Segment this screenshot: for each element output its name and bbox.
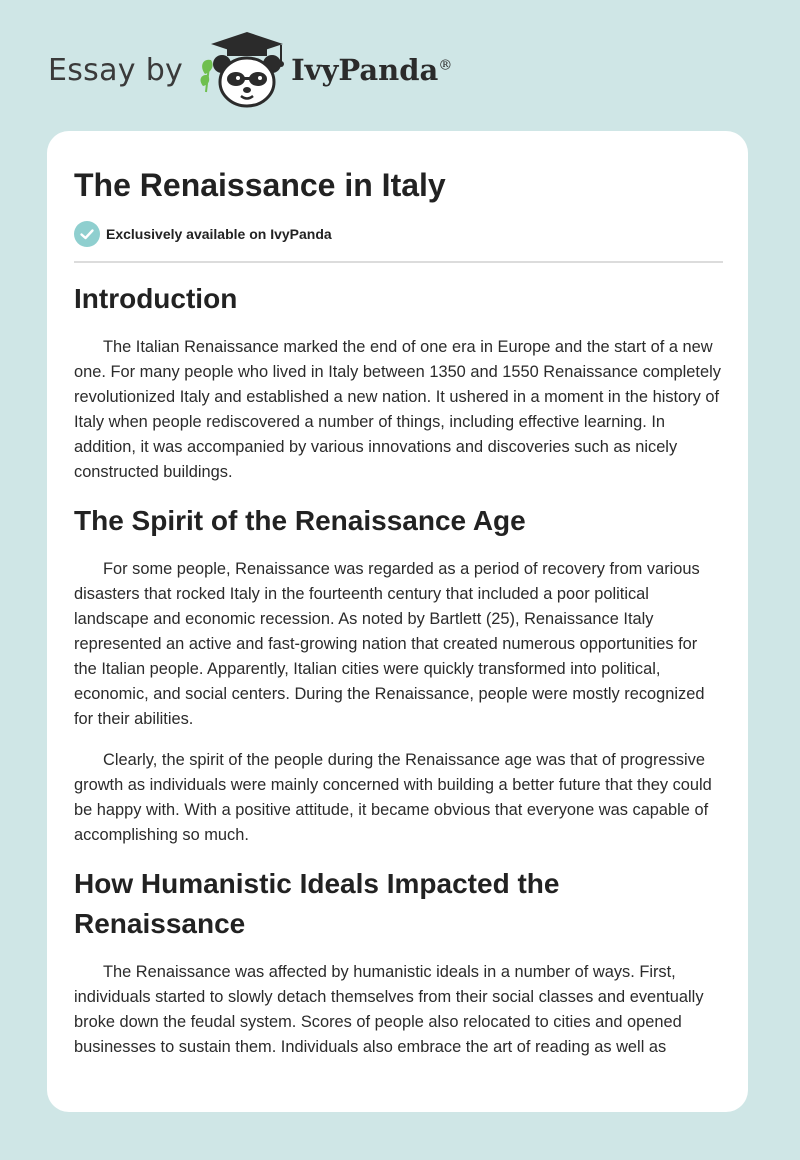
essay-card — [47, 131, 748, 1112]
essay-body — [74, 279, 724, 1076]
paragraph: Clearly, the spirit of the people during the Renaissance age was that of progressive growth as individuals were mainly concerned with building a better future that they could be happy with. With a positive attitude, it became obvious that everyone was capable of accomplishing so much. — [74, 751, 712, 844]
essay-by-label: Essay by — [48, 52, 184, 88]
paragraph: For some people, Renaissance was regarded as a period of recovery from various disasters that rocked Italy in the fourteenth century that included a poor political landscape and economic recession. As noted by Bartlett (25), Renaissance Italy represented an active and fast-growing nation that created numerous opportunities for the Italian people. Apparently, Italian cities were quickly transformed into political, economic, and social centers. During the Renaissance, people were mostly recognized for their abilities. — [74, 560, 705, 728]
paragraph: The Italian Renaissance marked the end of one era in Europe and the start of a new one. For many people who lived in Italy between 1350 and 1550 Renaissance completely revolutionized Italy and established a new nation. It ushered in a moment in the history of Italy when people rediscovered a number of things, including effective learning. In addition, it was accompanied by various innovations and discoveries such as nicely constructed buildings. — [74, 338, 721, 481]
section-heading-spirit: The Spirit of the Renaissance Age — [74, 505, 526, 536]
section-heading-introduction: Introduction — [74, 283, 238, 314]
essay-title: The Renaissance in Italy — [74, 167, 446, 203]
brand-name: IvyPanda® — [291, 53, 453, 87]
exclusive-badge-label: Exclusively available on IvyPanda — [106, 226, 332, 242]
title-divider — [74, 261, 723, 263]
section-heading-humanistic-ideals: How Humanistic Ideals Impacted the Renaissance — [74, 868, 560, 939]
exclusive-badge — [74, 221, 332, 247]
check-circle-icon — [74, 221, 100, 247]
panda-logo-icon — [197, 30, 287, 110]
site-header — [48, 30, 452, 110]
paragraph: The Renaissance was affected by humanistic ideals in a number of ways. First, individuals started to slowly detach themselves from their social classes and eventually broke down the feudal system. Scores of people also relocated to cities and opened businesses to sustain them. Individuals also embrace the art of reading as well as — [74, 963, 704, 1056]
